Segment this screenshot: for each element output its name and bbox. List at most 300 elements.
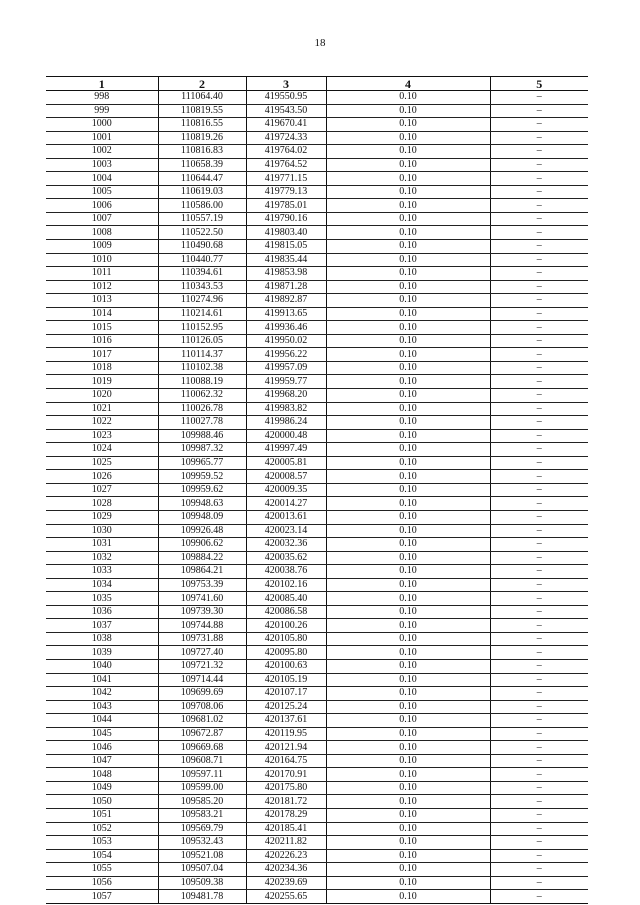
precision-cell: 0.10 [326,172,490,186]
point-number-cell: 1000 [46,118,158,132]
table-row [46,781,588,795]
point-number-cell: 1001 [46,131,158,145]
point-number-cell: 1056 [46,876,158,890]
table-row [46,741,588,755]
table-row [46,416,588,430]
y-coordinate-cell: 420032.36 [246,538,326,552]
y-coordinate-cell: 419764.02 [246,145,326,159]
x-coordinate-cell: 109959.62 [158,483,246,497]
note-cell: – [490,131,588,145]
x-coordinate-cell: 109509.38 [158,876,246,890]
note-cell: – [490,659,588,673]
table-row [46,375,588,389]
table-row [46,890,588,904]
y-coordinate-cell: 420185.41 [246,822,326,836]
x-coordinate-cell: 110644.47 [158,172,246,186]
precision-cell: 0.10 [326,808,490,822]
x-coordinate-cell: 110819.55 [158,104,246,118]
x-coordinate-cell: 109988.46 [158,429,246,443]
note-cell: – [490,632,588,646]
table-row [46,348,588,362]
note-cell: – [490,700,588,714]
y-coordinate-cell: 419543.50 [246,104,326,118]
point-number-cell: 1012 [46,280,158,294]
y-coordinate-cell: 419956.22 [246,348,326,362]
note-cell: – [490,456,588,470]
x-coordinate-cell: 110586.00 [158,199,246,213]
point-number-cell: 1034 [46,578,158,592]
table-row [46,91,588,105]
point-number-cell: 1053 [46,836,158,850]
x-coordinate-cell: 110816.55 [158,118,246,132]
y-coordinate-cell: 420125.24 [246,700,326,714]
point-number-cell: 1027 [46,483,158,497]
x-coordinate-cell: 110126.05 [158,334,246,348]
table-row [46,307,588,321]
note-cell: – [490,808,588,822]
note-cell: – [490,483,588,497]
note-cell: – [490,334,588,348]
note-cell: – [490,253,588,267]
y-coordinate-cell: 420085.40 [246,592,326,606]
point-number-cell: 1042 [46,687,158,701]
precision-cell: 0.10 [326,361,490,375]
note-cell: – [490,416,588,430]
point-number-cell: 1026 [46,470,158,484]
note-cell: – [490,429,588,443]
x-coordinate-cell: 110114.37 [158,348,246,362]
table-row [46,226,588,240]
point-number-cell: 1020 [46,389,158,403]
table-row [46,240,588,254]
y-coordinate-cell: 420137.61 [246,714,326,728]
precision-cell: 0.10 [326,565,490,579]
note-cell: – [490,280,588,294]
point-number-cell: 998 [46,91,158,105]
precision-cell: 0.10 [326,714,490,728]
point-number-cell: 1011 [46,267,158,281]
table-row [46,754,588,768]
table-row [46,687,588,701]
x-coordinate-cell: 110062.32 [158,389,246,403]
precision-cell: 0.10 [326,348,490,362]
precision-cell: 0.10 [326,253,490,267]
precision-cell: 0.10 [326,118,490,132]
x-coordinate-cell: 110102.38 [158,361,246,375]
table-row [46,808,588,822]
point-number-cell: 1025 [46,456,158,470]
note-cell: – [490,185,588,199]
note-cell: – [490,226,588,240]
table-row [46,294,588,308]
point-number-cell: 1033 [46,565,158,579]
table-row [46,212,588,226]
table-row [46,429,588,443]
x-coordinate-cell: 109948.63 [158,497,246,511]
note-cell: – [490,795,588,809]
precision-cell: 0.10 [326,673,490,687]
point-number-cell: 1028 [46,497,158,511]
table-row [46,267,588,281]
point-number-cell: 1041 [46,673,158,687]
precision-cell: 0.10 [326,497,490,511]
point-number-cell: 1040 [46,659,158,673]
precision-cell: 0.10 [326,538,490,552]
precision-cell: 0.10 [326,849,490,863]
y-coordinate-cell: 420102.16 [246,578,326,592]
table-row [46,280,588,294]
point-number-cell: 1024 [46,443,158,457]
y-coordinate-cell: 420013.61 [246,510,326,524]
table-row [46,524,588,538]
column-header-5: 5 [490,77,588,91]
y-coordinate-cell: 419959.77 [246,375,326,389]
point-number-cell: 1035 [46,592,158,606]
point-number-cell: 1019 [46,375,158,389]
y-coordinate-cell: 420100.26 [246,619,326,633]
y-coordinate-cell: 419997.49 [246,443,326,457]
table-row [46,334,588,348]
precision-cell: 0.10 [326,605,490,619]
y-coordinate-cell: 420035.62 [246,551,326,565]
x-coordinate-cell: 109585.20 [158,795,246,809]
y-coordinate-cell: 419957.09 [246,361,326,375]
precision-cell: 0.10 [326,659,490,673]
x-coordinate-cell: 109532.43 [158,836,246,850]
x-coordinate-cell: 110027.78 [158,416,246,430]
y-coordinate-cell: 419853.98 [246,267,326,281]
point-number-cell: 1043 [46,700,158,714]
note-cell: – [490,375,588,389]
table-row [46,592,588,606]
point-number-cell: 1032 [46,551,158,565]
y-coordinate-cell: 420164.75 [246,754,326,768]
table-row [46,876,588,890]
precision-cell: 0.10 [326,863,490,877]
point-number-cell: 1036 [46,605,158,619]
table-row [46,402,588,416]
precision-cell: 0.10 [326,836,490,850]
column-header-4: 4 [326,77,490,91]
note-cell: – [490,199,588,213]
x-coordinate-cell: 109521.08 [158,849,246,863]
note-cell: – [490,551,588,565]
table-row [46,321,588,335]
precision-cell: 0.10 [326,212,490,226]
precision-cell: 0.10 [326,389,490,403]
x-coordinate-cell: 110088.19 [158,375,246,389]
table-row [46,578,588,592]
y-coordinate-cell: 420255.65 [246,890,326,904]
table-body [46,91,588,904]
y-coordinate-cell: 419950.02 [246,334,326,348]
precision-cell: 0.10 [326,131,490,145]
y-coordinate-cell: 419771.15 [246,172,326,186]
note-cell: – [490,605,588,619]
precision-cell: 0.10 [326,402,490,416]
point-number-cell: 1018 [46,361,158,375]
note-cell: – [490,781,588,795]
precision-cell: 0.10 [326,890,490,904]
x-coordinate-cell: 110522.50 [158,226,246,240]
point-number-cell: 999 [46,104,158,118]
x-coordinate-cell: 110490.68 [158,240,246,254]
table-row [46,822,588,836]
table-row [46,510,588,524]
y-coordinate-cell: 419968.20 [246,389,326,403]
y-coordinate-cell: 420023.14 [246,524,326,538]
precision-cell: 0.10 [326,578,490,592]
x-coordinate-cell: 109753.39 [158,578,246,592]
y-coordinate-cell: 420175.80 [246,781,326,795]
note-cell: – [490,118,588,132]
x-coordinate-cell: 109699.69 [158,687,246,701]
note-cell: – [490,768,588,782]
y-coordinate-cell: 420000.48 [246,429,326,443]
table-row [46,538,588,552]
y-coordinate-cell: 419779.13 [246,185,326,199]
x-coordinate-cell: 109926.48 [158,524,246,538]
y-coordinate-cell: 420178.29 [246,808,326,822]
precision-cell: 0.10 [326,145,490,159]
note-cell: – [490,673,588,687]
x-coordinate-cell: 109681.02 [158,714,246,728]
precision-cell: 0.10 [326,741,490,755]
x-coordinate-cell: 110658.39 [158,158,246,172]
table-row [46,795,588,809]
point-number-cell: 1048 [46,768,158,782]
x-coordinate-cell: 110816.83 [158,145,246,159]
table-row [46,849,588,863]
y-coordinate-cell: 419986.24 [246,416,326,430]
coordinates-table [46,76,588,904]
note-cell: – [490,646,588,660]
precision-cell: 0.10 [326,307,490,321]
precision-cell: 0.10 [326,375,490,389]
x-coordinate-cell: 110214.61 [158,307,246,321]
precision-cell: 0.10 [326,104,490,118]
note-cell: – [490,158,588,172]
table-row [46,836,588,850]
table-row [46,673,588,687]
x-coordinate-cell: 110274.96 [158,294,246,308]
y-coordinate-cell: 419724.33 [246,131,326,145]
y-coordinate-cell: 420211.82 [246,836,326,850]
table-row [46,131,588,145]
precision-cell: 0.10 [326,727,490,741]
point-number-cell: 1016 [46,334,158,348]
x-coordinate-cell: 109741.60 [158,592,246,606]
note-cell: – [490,849,588,863]
y-coordinate-cell: 420107.17 [246,687,326,701]
precision-cell: 0.10 [326,267,490,281]
x-coordinate-cell: 109721.32 [158,659,246,673]
point-number-cell: 1047 [46,754,158,768]
y-coordinate-cell: 420100.63 [246,659,326,673]
table-row [46,700,588,714]
table-row [46,565,588,579]
y-coordinate-cell: 420105.19 [246,673,326,687]
column-header-2: 2 [158,77,246,91]
table-row [46,145,588,159]
table-row [46,483,588,497]
table-row [46,158,588,172]
precision-cell: 0.10 [326,321,490,335]
y-coordinate-cell: 420119.95 [246,727,326,741]
point-number-cell: 1004 [46,172,158,186]
note-cell: – [490,361,588,375]
note-cell: – [490,307,588,321]
point-number-cell: 1003 [46,158,158,172]
y-coordinate-cell: 419803.40 [246,226,326,240]
note-cell: – [490,714,588,728]
x-coordinate-cell: 109727.40 [158,646,246,660]
precision-cell: 0.10 [326,687,490,701]
x-coordinate-cell: 109731.88 [158,632,246,646]
note-cell: – [490,565,588,579]
x-coordinate-cell: 109599.00 [158,781,246,795]
point-number-cell: 1045 [46,727,158,741]
point-number-cell: 1046 [46,741,158,755]
y-coordinate-cell: 420234.36 [246,863,326,877]
note-cell: – [490,91,588,105]
y-coordinate-cell: 419785.01 [246,199,326,213]
point-number-cell: 1054 [46,849,158,863]
precision-cell: 0.10 [326,429,490,443]
x-coordinate-cell: 109569.79 [158,822,246,836]
note-cell: – [490,863,588,877]
y-coordinate-cell: 420226.23 [246,849,326,863]
x-coordinate-cell: 110394.61 [158,267,246,281]
note-cell: – [490,443,588,457]
table-row [46,118,588,132]
point-number-cell: 1031 [46,538,158,552]
precision-cell: 0.10 [326,158,490,172]
y-coordinate-cell: 420009.35 [246,483,326,497]
note-cell: – [490,389,588,403]
x-coordinate-cell: 109965.77 [158,456,246,470]
precision-cell: 0.10 [326,456,490,470]
y-coordinate-cell: 419983.82 [246,402,326,416]
precision-cell: 0.10 [326,795,490,809]
note-cell: – [490,510,588,524]
point-number-cell: 1030 [46,524,158,538]
x-coordinate-cell: 110440.77 [158,253,246,267]
precision-cell: 0.10 [326,185,490,199]
table-row [46,443,588,457]
x-coordinate-cell: 109583.21 [158,808,246,822]
precision-cell: 0.10 [326,592,490,606]
point-number-cell: 1038 [46,632,158,646]
note-cell: – [490,592,588,606]
point-number-cell: 1055 [46,863,158,877]
x-coordinate-cell: 109906.62 [158,538,246,552]
precision-cell: 0.10 [326,294,490,308]
point-number-cell: 1050 [46,795,158,809]
table-row [46,456,588,470]
x-coordinate-cell: 110819.26 [158,131,246,145]
precision-cell: 0.10 [326,524,490,538]
y-coordinate-cell: 419892.87 [246,294,326,308]
y-coordinate-cell: 419913.65 [246,307,326,321]
point-number-cell: 1037 [46,619,158,633]
x-coordinate-cell: 110619.03 [158,185,246,199]
precision-cell: 0.10 [326,551,490,565]
table-row [46,185,588,199]
y-coordinate-cell: 420008.57 [246,470,326,484]
note-cell: – [490,876,588,890]
y-coordinate-cell: 420170.91 [246,768,326,782]
table-row [46,199,588,213]
x-coordinate-cell: 109597.11 [158,768,246,782]
table-row [46,714,588,728]
point-number-cell: 1007 [46,212,158,226]
table-row [46,605,588,619]
y-coordinate-cell: 420086.58 [246,605,326,619]
precision-cell: 0.10 [326,226,490,240]
note-cell: – [490,727,588,741]
x-coordinate-cell: 109864.21 [158,565,246,579]
y-coordinate-cell: 419670.41 [246,118,326,132]
point-number-cell: 1022 [46,416,158,430]
point-number-cell: 1039 [46,646,158,660]
precision-cell: 0.10 [326,280,490,294]
point-number-cell: 1023 [46,429,158,443]
note-cell: – [490,836,588,850]
x-coordinate-cell: 109708.06 [158,700,246,714]
table-row [46,389,588,403]
precision-cell: 0.10 [326,510,490,524]
note-cell: – [490,524,588,538]
y-coordinate-cell: 419764.52 [246,158,326,172]
x-coordinate-cell: 109739.30 [158,605,246,619]
precision-cell: 0.10 [326,700,490,714]
point-number-cell: 1017 [46,348,158,362]
note-cell: – [490,267,588,281]
note-cell: – [490,104,588,118]
note-cell: – [490,822,588,836]
point-number-cell: 1044 [46,714,158,728]
x-coordinate-cell: 109744.88 [158,619,246,633]
x-coordinate-cell: 109884.22 [158,551,246,565]
precision-cell: 0.10 [326,781,490,795]
point-number-cell: 1006 [46,199,158,213]
precision-cell: 0.10 [326,483,490,497]
y-coordinate-cell: 419835.44 [246,253,326,267]
precision-cell: 0.10 [326,240,490,254]
point-number-cell: 1057 [46,890,158,904]
table-row [46,104,588,118]
y-coordinate-cell: 420239.69 [246,876,326,890]
x-coordinate-cell: 109948.09 [158,510,246,524]
x-coordinate-cell: 111064.40 [158,91,246,105]
point-number-cell: 1052 [46,822,158,836]
precision-cell: 0.10 [326,91,490,105]
note-cell: – [490,890,588,904]
y-coordinate-cell: 420038.76 [246,565,326,579]
note-cell: – [490,294,588,308]
table-row [46,659,588,673]
precision-cell: 0.10 [326,199,490,213]
page-number: 18 [314,37,326,49]
precision-cell: 0.10 [326,443,490,457]
note-cell: – [490,538,588,552]
x-coordinate-cell: 110557.19 [158,212,246,226]
y-coordinate-cell: 420105.80 [246,632,326,646]
point-number-cell: 1002 [46,145,158,159]
x-coordinate-cell: 110152.95 [158,321,246,335]
point-number-cell: 1010 [46,253,158,267]
